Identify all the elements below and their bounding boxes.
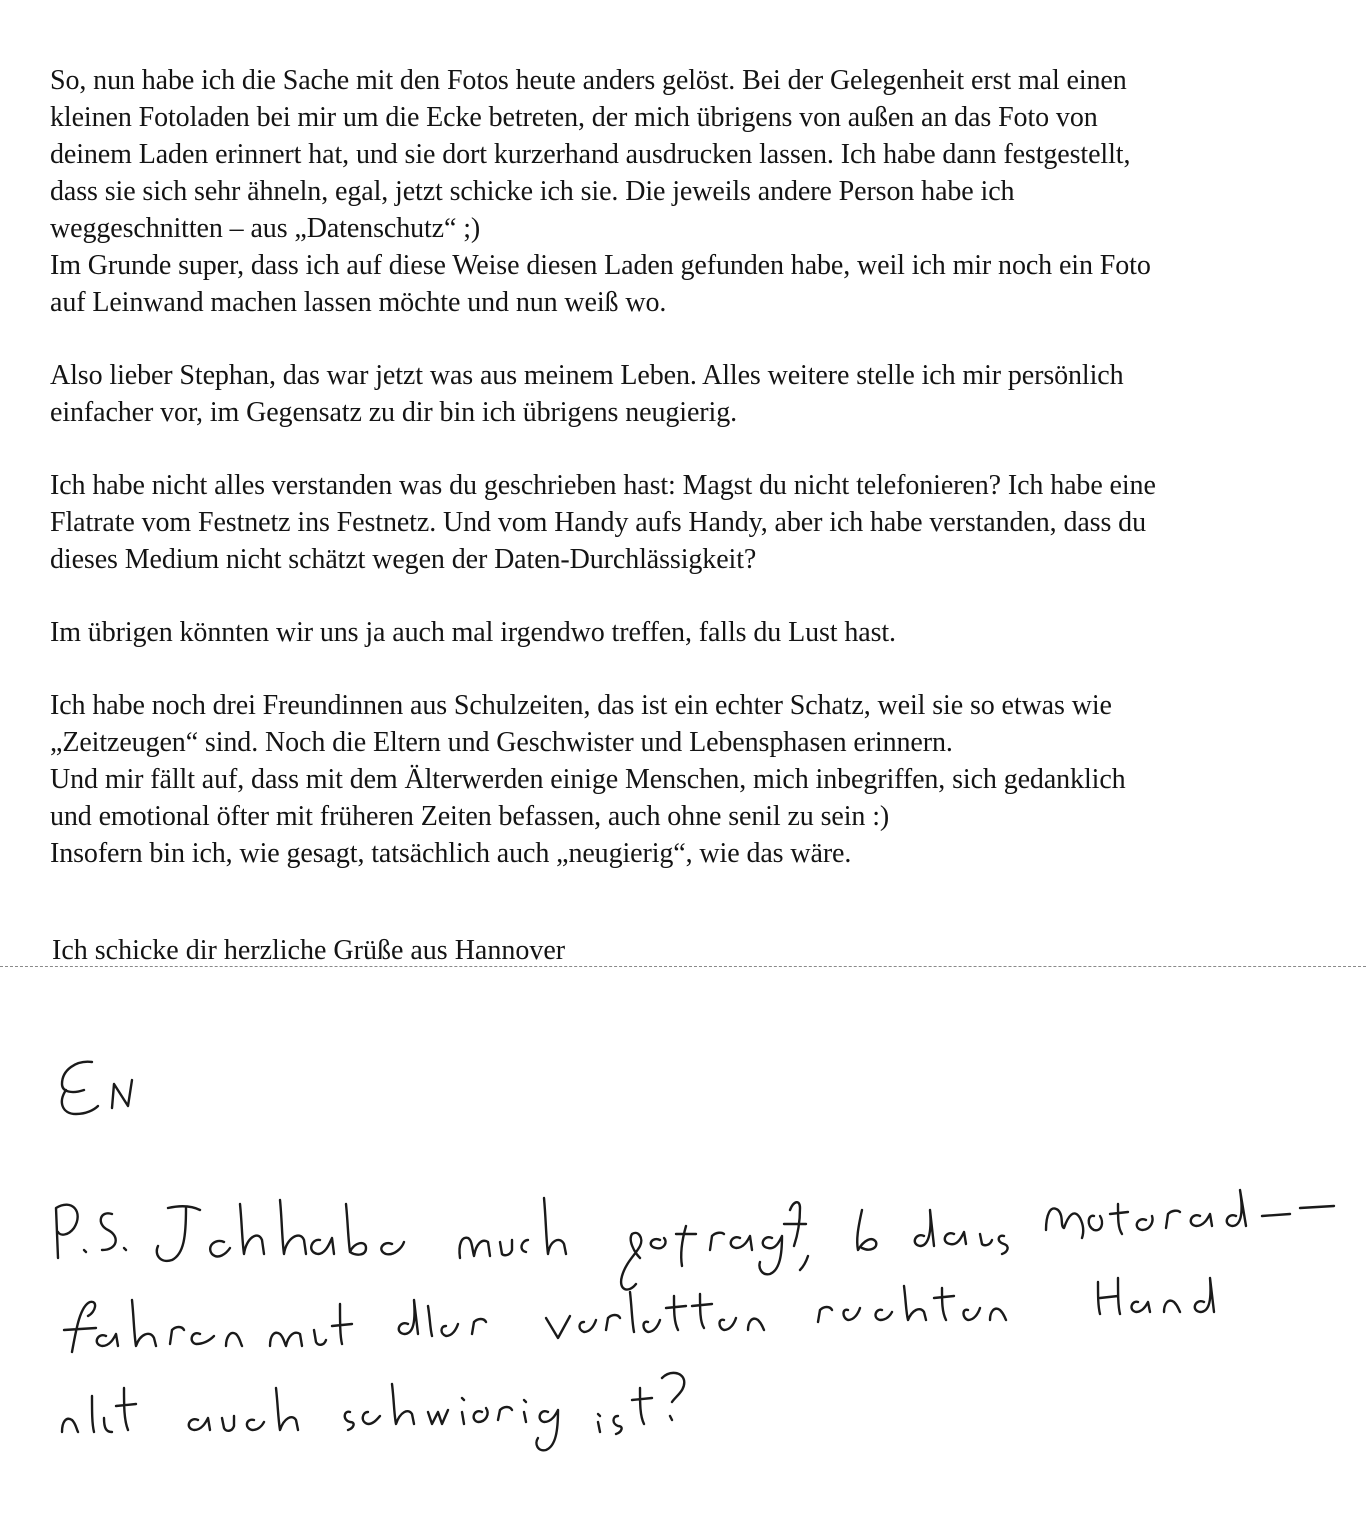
text-line: Ich habe nicht alles verstanden was du geschrieben hast: Magst du nicht telefonieren? Ich habe eine	[50, 470, 1156, 501]
text-line: Flatrate vom Festnetz ins Festnetz. Und vom Handy aufs Handy, aber ich habe verstanden, dass du	[50, 507, 1146, 538]
handwritten-signature	[62, 1062, 132, 1114]
text-line: auf Leinwand machen lassen möchte und nun weiß wo.	[50, 287, 667, 318]
text-line: Insofern bin ich, wie gesagt, tatsächlich auch „neugierig“, wie das wäre.	[50, 838, 852, 869]
text-line: dass sie sich sehr ähneln, egal, jetzt schicke ich sie. Die jeweils andere Person habe ich	[50, 176, 1015, 207]
fold-divider	[0, 966, 1366, 967]
text-line: Im Grunde super, dass ich auf diese Weise diesen Laden gefunden habe, weil ich mir noch ein Foto	[50, 250, 1151, 281]
handwritten-postscript-line-1	[56, 1190, 1334, 1290]
paragraph-stephan	[50, 357, 1310, 431]
text-line: und emotional öfter mit früheren Zeiten befassen, auch ohne senil zu sein :)	[50, 801, 890, 832]
handwritten-section	[0, 1040, 1366, 1460]
text-line: Und mir fällt auf, dass mit dem Älterwerden einige Menschen, mich inbegriffen, sich gedanklich	[50, 764, 1126, 795]
text-line: „Zeitzeugen“ sind. Noch die Eltern und Geschwister und Lebensphasen erinnern.	[50, 727, 953, 758]
paragraph-telephone	[50, 467, 1310, 578]
text-line: dieses Medium nicht schätzt wegen der Daten-Durchlässigkeit?	[50, 544, 757, 575]
text-line: kleinen Fotoladen bei mir um die Ecke betreten, der mich übrigens von außen an das Foto von	[50, 102, 1098, 133]
handwritten-postscript-line-2	[64, 1278, 1214, 1352]
paragraph-meeting	[50, 614, 1310, 651]
handwritten-postscript-line-3	[62, 1373, 684, 1450]
closing-greeting: Ich schicke dir herzliche Grüße aus Hannover	[52, 935, 566, 966]
text-line: deinem Laden erinnert hat, und sie dort kurzerhand ausdrucken lassen. Ich habe dann festgestellt,	[50, 139, 1131, 170]
text-line: Ich habe noch drei Freundinnen aus Schulzeiten, das ist ein echter Schatz, weil sie so etwas wie	[50, 690, 1112, 721]
paragraph-photos	[50, 62, 1310, 321]
text-line: Im übrigen könnten wir uns ja auch mal irgendwo treffen, falls du Lust hast.	[50, 617, 896, 648]
text-line: So, nun habe ich die Sache mit den Fotos heute anders gelöst. Bei der Gelegenheit erst mal einen	[50, 65, 1127, 96]
text-line: Also lieber Stephan, das war jetzt was aus meinem Leben. Alles weitere stelle ich mir persönlich	[50, 360, 1124, 391]
letter-body	[50, 62, 1310, 872]
text-line: einfacher vor, im Gegensatz zu dir bin ich übrigens neugierig.	[50, 397, 737, 428]
text-line: weggeschnitten – aus „Datenschutz“ ;)	[50, 213, 481, 244]
handwriting-drawing	[0, 1040, 1366, 1460]
paragraph-friends	[50, 687, 1310, 872]
